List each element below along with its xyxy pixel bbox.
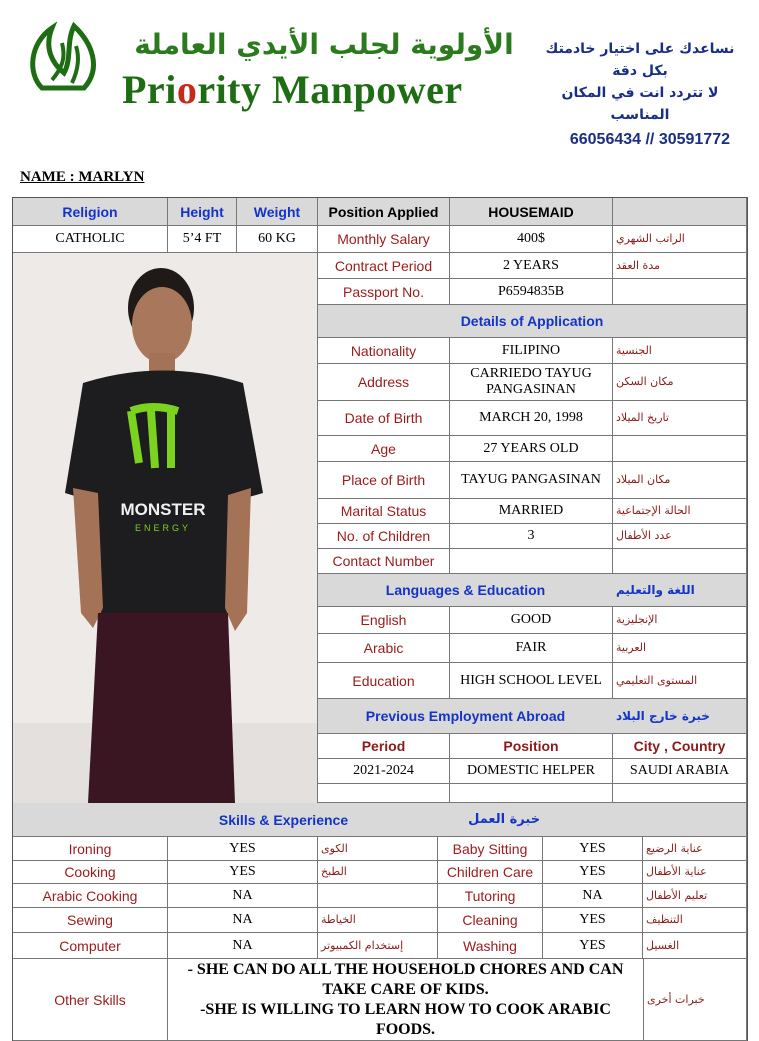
skill-row <box>13 837 747 861</box>
skill-label-ar: التنظيف <box>643 908 747 933</box>
education-label: Education <box>318 663 450 699</box>
skill-label-ar: الطبخ <box>318 861 438 884</box>
skill-label: Tutoring <box>438 884 543 908</box>
skill-label: Arabic Cooking <box>13 884 168 908</box>
skill-value: NA <box>168 908 318 933</box>
skill-row <box>13 933 747 959</box>
dob-label-ar: تاريخ الميلاد <box>613 401 747 436</box>
table-row <box>13 226 747 253</box>
address-value: CARRIEDO TAYUG PANGASINAN <box>450 364 613 401</box>
table-row <box>13 198 747 226</box>
employment-country: SAUDI ARABIA <box>613 759 747 784</box>
employment-title: Previous Employment Abroad <box>318 699 613 734</box>
skill-label-ar: الخياطة <box>318 908 438 933</box>
skill-label-ar: عناية الرضيع <box>643 837 747 861</box>
skill-label: Baby Sitting <box>438 837 543 861</box>
table-row <box>13 401 747 436</box>
religion-value: CATHOLIC <box>13 226 168 253</box>
contract-value: 2 YEARS <box>450 253 613 279</box>
section-header <box>13 699 747 734</box>
age-label: Age <box>318 436 450 462</box>
position-label: Position Applied <box>318 198 450 226</box>
salary-label: Monthly Salary <box>318 226 450 253</box>
contact-value <box>450 549 613 574</box>
skill-value: YES <box>543 861 643 884</box>
address-label-ar: مكان السكن <box>613 364 747 401</box>
position-header: Position <box>450 734 613 759</box>
other-skills-text <box>168 959 643 1041</box>
weight-value: 60 KG <box>237 226 318 253</box>
slogan <box>540 38 740 126</box>
dob-label: Date of Birth <box>318 401 450 436</box>
arabic-value: FAIR <box>450 634 613 663</box>
height-value: 5’4 FT <box>168 226 237 253</box>
skill-value: YES <box>543 837 643 861</box>
skill-row <box>13 908 747 933</box>
skill-label-ar: إستخدام الكمبيوتر <box>318 933 438 959</box>
skill-label: Washing <box>438 933 543 959</box>
weight-label: Weight <box>237 198 318 226</box>
other-skills-line-1: - SHE CAN DO ALL THE HOUSEHOLD CHORES AND CAN TAKE CARE OF KIDS. <box>187 960 624 998</box>
skill-label: Cooking <box>13 861 168 884</box>
pob-value: TAYUG PANGASINAN <box>450 462 613 499</box>
languages-title-ar: اللغة والتعليم <box>613 574 747 607</box>
english-label: English <box>318 607 450 634</box>
table-row <box>13 634 747 663</box>
skill-label-ar: الكوى <box>318 837 438 861</box>
table-row <box>13 338 747 364</box>
table-row <box>13 462 747 499</box>
skill-value: YES <box>168 837 318 861</box>
pob-label: Place of Birth <box>318 462 450 499</box>
section-header <box>13 574 747 607</box>
section-header <box>13 803 747 837</box>
skill-row <box>13 884 747 908</box>
arabic-label: Arabic <box>318 634 450 663</box>
contract-label: Contract Period <box>318 253 450 279</box>
table-row <box>13 499 747 524</box>
other-skills-label-ar: خبرات أخرى <box>643 959 747 1041</box>
age-value: 27 YEARS OLD <box>450 436 613 462</box>
slogan-line-2: لا تتردد انت في المكان المناسب <box>561 85 719 123</box>
marital-label: Marital Status <box>318 499 450 524</box>
period-header: Period <box>318 734 450 759</box>
skills-title-en: Skills & Experience <box>218 811 349 828</box>
skills-title <box>13 803 747 837</box>
children-label-ar: عدد الأطفال <box>613 524 747 549</box>
contact-label: Contact Number <box>318 549 450 574</box>
section-header <box>13 305 747 338</box>
table-row <box>13 549 747 574</box>
company-name: Priority Manpower <box>122 67 463 112</box>
skill-value: NA <box>168 884 318 908</box>
table-row <box>13 759 747 784</box>
skill-label: Ironing <box>13 837 168 861</box>
header <box>0 0 759 160</box>
passport-label: Passport No. <box>318 279 450 305</box>
position-value: HOUSEMAID <box>450 198 613 226</box>
education-label-ar: المستوى التعليمي <box>613 663 747 699</box>
salary-value: 400$ <box>450 226 613 253</box>
height-label: Height <box>168 198 237 226</box>
languages-title: Languages & Education <box>318 574 613 607</box>
skill-label-ar: الغسيل <box>643 933 747 959</box>
company-logo-icon <box>22 18 108 98</box>
table-row <box>13 364 747 401</box>
shirt-text: MONSTER <box>120 500 206 519</box>
table-row <box>13 663 747 699</box>
passport-value: P6594835B <box>450 279 613 305</box>
other-skills-line-2: -SHE IS WILLING TO LEARN HOW TO COOK ARABIC FOODS. <box>200 1000 611 1038</box>
cv-table <box>12 197 748 1041</box>
employment-position: DOMESTIC HELPER <box>450 759 613 784</box>
salary-label-ar: الراتب الشهري <box>613 226 747 253</box>
skill-label: Children Care <box>438 861 543 884</box>
address-label: Address <box>318 364 450 401</box>
skill-label-ar <box>318 884 438 908</box>
table-row <box>13 279 747 305</box>
skill-label: Computer <box>13 933 168 959</box>
table-row <box>13 253 747 279</box>
table-row <box>13 734 747 759</box>
table-row <box>13 607 747 634</box>
table-row <box>13 436 747 462</box>
nationality-value: FILIPINO <box>450 338 613 364</box>
skill-value: YES <box>543 908 643 933</box>
skills-title-ar: خبرة العمل <box>468 811 541 827</box>
skill-value: YES <box>543 933 643 959</box>
marital-value: MARRIED <box>450 499 613 524</box>
marital-label-ar: الحالة الإجتماعية <box>613 499 747 524</box>
arabic-label-ar: العربية <box>613 634 747 663</box>
applicant-name: NAME : MARLYN <box>20 169 145 185</box>
country-header: City , Country <box>613 734 747 759</box>
shirt-subtext: ENERGY <box>134 523 192 533</box>
skill-row <box>13 861 747 884</box>
children-value: 3 <box>450 524 613 549</box>
skill-value: NA <box>168 933 318 959</box>
other-skills-row <box>13 959 747 1041</box>
other-skills-label: Other Skills <box>13 959 168 1041</box>
contract-label-ar: مدة العقد <box>613 253 747 279</box>
skill-label-ar: عناية الأطفال <box>643 861 747 884</box>
employment-title-ar: خبرة خارج البلاد <box>613 699 747 734</box>
skill-value: NA <box>543 884 643 908</box>
pob-label-ar: مكان الميلاد <box>613 462 747 499</box>
children-label: No. of Children <box>318 524 450 549</box>
english-label-ar: الإنجليزية <box>613 607 747 634</box>
education-value: HIGH SCHOOL LEVEL <box>450 663 613 699</box>
nationality-label-ar: الجنسية <box>613 338 747 364</box>
skill-value: YES <box>168 861 318 884</box>
skill-label-ar: تعليم الأطفال <box>643 884 747 908</box>
details-title: Details of Application <box>318 305 747 338</box>
company-name-arabic: الأولوية لجلب الأيدي العاملة <box>134 28 514 61</box>
skill-label: Sewing <box>13 908 168 933</box>
skill-label: Cleaning <box>438 908 543 933</box>
table-row <box>13 524 747 549</box>
employment-period: 2021-2024 <box>318 759 450 784</box>
phone-numbers: 66056434 // 30591772 <box>569 131 730 148</box>
nationality-label: Nationality <box>318 338 450 364</box>
dob-value: MARCH 20, 1998 <box>450 401 613 436</box>
english-value: GOOD <box>450 607 613 634</box>
religion-label: Religion <box>13 198 168 226</box>
table-row <box>13 784 747 803</box>
slogan-line-1: نساعدك على اختيار خادمتك بكل دقة <box>545 41 735 79</box>
